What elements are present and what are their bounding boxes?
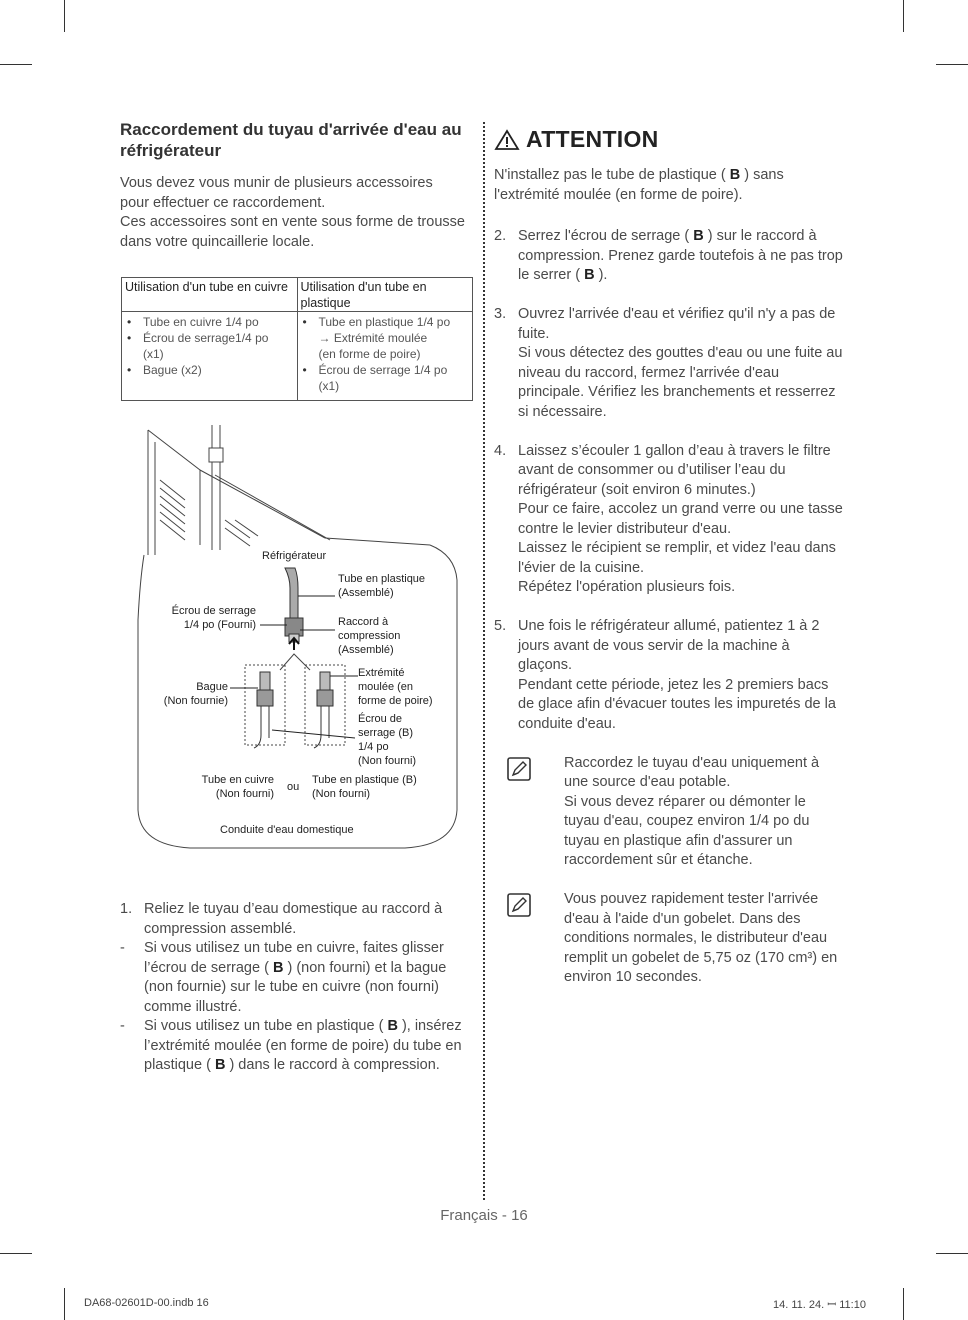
- list-item: • Écrou de serrage 1/4 po: [301, 362, 470, 378]
- label-line: (Non fourni): [312, 788, 371, 800]
- step-text: [518, 305, 844, 422]
- step-4: [494, 442, 844, 598]
- label-line: (Assemblé): [338, 587, 394, 599]
- intro-paragraph: Vous devez vous munir de plusieurs accessoires pour effectuer ce raccordement.: [120, 175, 433, 211]
- list-item: (x1): [318, 379, 340, 393]
- step-2: [494, 227, 844, 286]
- attention-heading: [494, 126, 659, 153]
- text-run: Laissez s’écouler 1 gallon d’eau à travers le filtre avant de consommer ou d’utiliser l’eau du réfrigérateur (soit environ 6 minutes.): [518, 442, 831, 498]
- table-cell-copper: [122, 312, 298, 401]
- text-run: Si vous utilisez un tube en cuivre, faites glisser l’écrou de serrage (: [144, 940, 444, 976]
- text-run: Pour ce faire, accolez un grand verre ou une tasse contre le levier distributeur d'eau.: [518, 501, 843, 537]
- label-line: Raccord à: [338, 616, 389, 628]
- pencil-note-icon: [506, 892, 532, 918]
- table-header: Utilisation d'un tube en plastique: [297, 278, 473, 312]
- substep-text: [144, 1017, 470, 1076]
- label-line: Tube en plastique (B): [312, 774, 417, 786]
- diagram-label: Conduite d'eau domestique: [220, 824, 354, 836]
- ref-b: B: [272, 959, 284, 976]
- label-line: moulée (en: [358, 681, 414, 693]
- crop-mark: [0, 1253, 32, 1254]
- text-run: Si vous utilisez un tube en plastique (: [144, 1018, 384, 1034]
- label-line: (Non fournie): [163, 695, 228, 707]
- label-line: Écrou de: [358, 713, 403, 725]
- text-run: ) sans l'extrémité moulée (en forme de poire).: [494, 167, 784, 203]
- crop-mark: [64, 1288, 65, 1320]
- right-steps: [494, 227, 844, 988]
- text-run: Répétez l'opération plusieurs fois.: [518, 579, 736, 595]
- column-divider: [483, 122, 485, 1200]
- crop-mark: [936, 64, 968, 65]
- crop-mark: [0, 64, 32, 65]
- note-1: [494, 754, 844, 871]
- installation-diagram: [130, 420, 465, 860]
- accessories-table: [121, 277, 473, 401]
- step-number: 2.: [494, 228, 507, 244]
- dash: -: [120, 1018, 125, 1034]
- substep: [120, 1017, 470, 1076]
- pencil-note-icon: [506, 756, 532, 782]
- text-run: ) (non fourni) et la bague (non fournie) sur le tube en cuivre (non fourni) comme illustré.: [144, 959, 447, 1015]
- diagram-label: [338, 572, 425, 600]
- attention-title: ATTENTION: [526, 126, 659, 152]
- note-icon: [494, 890, 564, 988]
- text-run: Si vous devez réparer ou démonter le tuyau d'eau, coupez environ 1/4 po du tuyau en plastique afin d'assurer un raccordement sûr et étanche.: [564, 793, 810, 868]
- print-file-label: DA68-02601D-00.indb 16: [84, 1297, 209, 1309]
- note-text: Vous pouvez rapidement tester l'arrivée d'eau à l'aide d'un gobelet. Dans des conditions normales, le distributeur d'eau remplit un gobelet de 5,75 oz (170 cm³) en environ 10 secondes.: [564, 891, 838, 985]
- ref-b: B: [387, 1018, 398, 1034]
- list-item: (x1): [143, 347, 164, 361]
- diagram-label: [160, 604, 256, 632]
- text-run: Si vous détectez des gouttes d'eau ou une fuite au niveau du raccord, fermez l'arrivée d'eau principale. Vérifiez les branchements et resserrez si nécessaire.: [518, 345, 843, 420]
- diagram-label: [338, 615, 400, 657]
- label-line: (Assemblé): [338, 644, 394, 656]
- step-text: [518, 617, 844, 734]
- diagram-label: [182, 773, 274, 801]
- left-steps: [120, 900, 470, 1076]
- label-line: Écrou de serrage: [171, 605, 256, 617]
- text-run: Laissez le récipient se remplir, et videz l'eau dans l'évier de la cuisine.: [518, 540, 836, 576]
- attention-text: [494, 166, 839, 205]
- step-text: Reliez le tuyau d’eau domestique au raccord à compression assemblé.: [144, 901, 443, 937]
- ref-b: B: [729, 167, 741, 183]
- warning-icon: [494, 129, 520, 151]
- list-item: (en forme de poire): [318, 347, 421, 361]
- substep-text: [144, 939, 470, 1017]
- diagram-label: [358, 712, 416, 768]
- text-run: Une fois le réfrigérateur allumé, patientez 1 à 2 jours avant de vous servir de la machine à glaçons.: [518, 618, 820, 673]
- ref-b: B: [584, 267, 595, 283]
- table-cell-plastic: [297, 312, 473, 401]
- text-run: Pendant cette période, jetez les 2 premiers bacs de glace afin d'évacuer toutes les impuretés de la conduite d'eau.: [518, 676, 836, 732]
- text-run: ).: [598, 267, 608, 283]
- text-run: ) sur le raccord à compression. Prenez garde toutefois à ne pas trop le serrer (: [518, 228, 843, 283]
- step-1: [120, 900, 470, 939]
- label-line: forme de poire): [358, 695, 433, 707]
- list-item: • Tube en cuivre 1/4 po: [125, 314, 294, 330]
- crop-mark: [64, 0, 65, 32]
- label-line: (Non fourni): [215, 788, 274, 800]
- text-run: ), insérez l’extrémité moulée (en forme de poire) du tube en plastique (: [144, 1018, 462, 1073]
- label-line: (Non fourni): [358, 755, 417, 767]
- label-line: 1/4 po (Fourni): [183, 619, 256, 631]
- text-run: ) dans le raccord à compression.: [229, 1057, 440, 1073]
- list-item: → Extrémité moulée: [318, 331, 428, 345]
- intro-text: [120, 174, 465, 252]
- step-text: [518, 442, 844, 598]
- intro-paragraph: Ces accessoires sont en vente sous forme de trousse dans votre quincaillerie locale.: [120, 214, 465, 250]
- label-line: 1/4 po: [358, 741, 389, 753]
- step-3: [494, 305, 844, 422]
- step-number: 3.: [494, 306, 507, 322]
- crop-mark: [903, 0, 904, 32]
- crop-mark: [936, 1253, 968, 1254]
- page-footer: Français - 16: [440, 1207, 528, 1224]
- ref-b: B: [214, 1057, 226, 1073]
- table-header: Utilisation d'un tube en cuivre: [122, 278, 298, 312]
- diagram-label: [312, 773, 417, 801]
- text-run: Serrez l'écrou de serrage (: [518, 228, 690, 244]
- label-line: Tube en plastique: [338, 573, 426, 585]
- ref-b: B: [693, 228, 704, 244]
- text-run: N'installez pas le tube de plastique (: [494, 167, 726, 183]
- section-title: Raccordement du tuyau d'arrivée d'eau au réfrigérateur: [120, 120, 462, 160]
- diagram-label: [358, 666, 433, 708]
- list-item: • Écrou de serrage1/4 po: [125, 330, 294, 346]
- list-item: • Tube en plastique 1/4 po: [301, 314, 470, 330]
- crop-mark: [903, 1288, 904, 1320]
- label-line: Tube en cuivre: [201, 774, 274, 786]
- list-item: • Bague (x2): [125, 362, 294, 378]
- step-number: 1.: [120, 901, 133, 917]
- label-line: compression: [338, 630, 401, 642]
- label-line: Extrémité: [358, 667, 405, 679]
- diagram-label: Réfrigérateur: [262, 550, 327, 562]
- substep: [120, 939, 470, 1017]
- text-run: Raccordez le tuyau d'eau uniquement à une source d'eau potable.: [564, 754, 820, 790]
- step-5: [494, 617, 844, 734]
- print-timestamp: 14. 11. 24. ꟷ 11:10: [773, 1299, 866, 1311]
- step-number: 4.: [494, 442, 507, 459]
- note-icon: [494, 754, 564, 871]
- label-line: Bague: [196, 681, 228, 693]
- step-text: [518, 227, 844, 286]
- dash: -: [120, 940, 125, 956]
- diagram-label: [152, 680, 228, 708]
- diagram-label: ou: [287, 781, 300, 793]
- note-text: [564, 754, 844, 871]
- note-2: [494, 890, 844, 988]
- text-run: Ouvrez l'arrivée d'eau et vérifiez qu'il n'y a pas de fuite.: [518, 306, 836, 342]
- label-line: serrage (B): [358, 727, 414, 739]
- step-number: 5.: [494, 618, 507, 634]
